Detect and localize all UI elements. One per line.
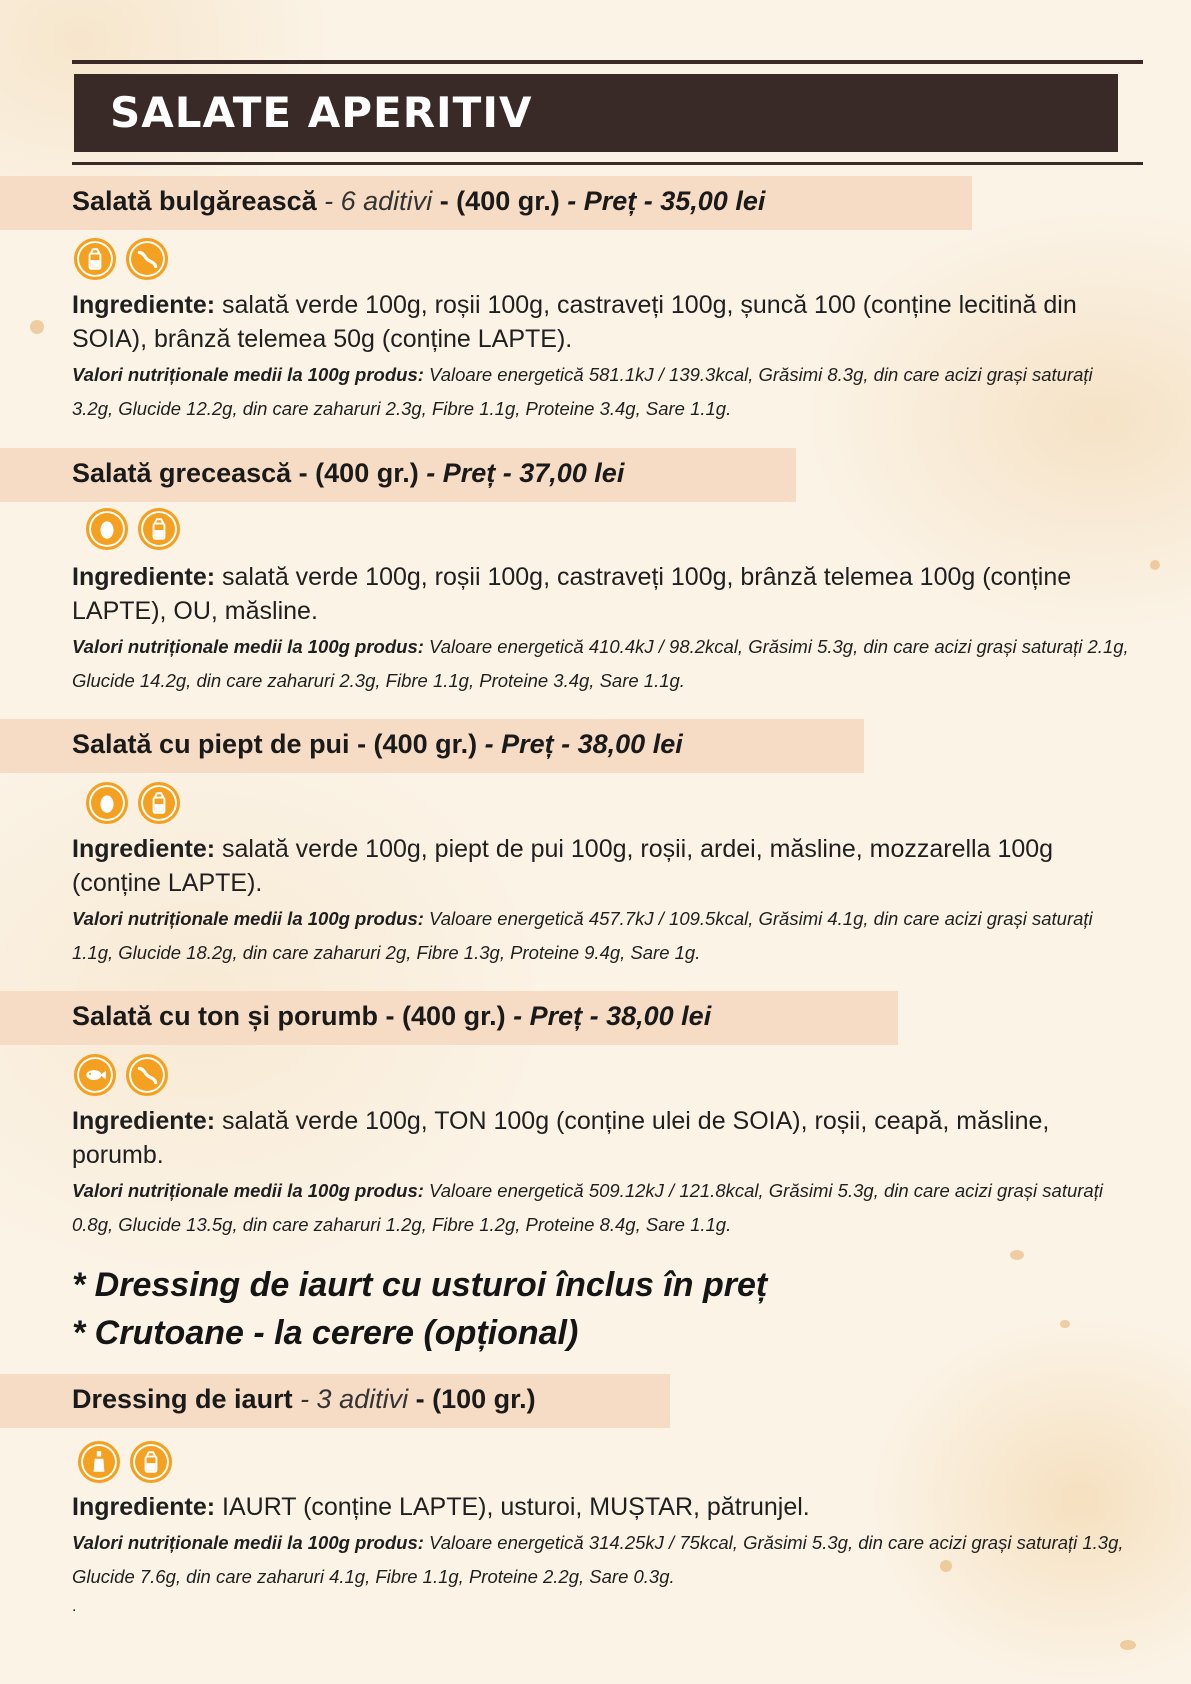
allergen-icons [86,508,180,552]
nutrition-text: Valoare energetică 410.4kJ / 98.2kcal, Grăsimi 5.3g, din care acizi grași saturați 2.1g, Glucide 14.2g, din care zaharuri 2.3g, Fibre 1.1g, Proteine 3.4g, Sare 1.1g. [72,636,1129,691]
background-speck [1010,1250,1024,1260]
item-nutrition [72,902,1132,970]
soy-icon [126,1054,168,1096]
nutrition-label: Valori nutriționale medii la 100g produs: [72,908,424,929]
item-title [72,184,765,218]
item-ingredients [72,1490,1132,1524]
header-rule-bottom [72,162,1143,165]
milk-icon [130,1441,172,1483]
background-speck [1060,1320,1070,1328]
nutrition-label: Valori nutriționale medii la 100g produs: [72,1532,424,1553]
item-nutrition [72,630,1132,698]
ingredients-label: Ingrediente: [72,1493,216,1521]
item-price: - Preț - 38,00 lei [477,729,683,759]
allergen-icons [86,782,180,826]
milk-icon [138,508,180,550]
egg-icon [86,782,128,824]
note-croutons-optional: * Crutoane - la cerere (opțional) [72,1314,579,1352]
ingredients-text: salată verde 100g, TON 100g (conține ulei de SOIA), roșii, ceapă, măsline, porumb. [72,1107,1050,1169]
allergen-icons [74,1054,168,1098]
header-rule-top [72,60,1143,64]
item-title [72,727,683,761]
soy-icon [126,238,168,280]
ingredients-label: Ingrediente: [72,563,216,591]
nutrition-label: Valori nutriționale medii la 100g produs: [72,1180,424,1201]
item-price: - Preț - 38,00 lei [505,1001,712,1031]
background-speck [1120,1640,1136,1650]
nutrition-text: Valoare energetică 581.1kJ / 139.3kcal, Grăsimi 8.3g, din care acizi grași saturați 3.2g, Glucide 12.2g, din care zaharuri 2.3g, Fibre 1.1g, Proteine 3.4g, Sare 1.1g. [72,364,1093,419]
item-weight: - (400 gr.) [378,1001,506,1031]
item-nutrition [72,358,1132,426]
background-speck [30,320,44,334]
nutrition-text: Valoare energetică 457.7kJ / 109.5kcal, Grăsimi 4.1g, din care acizi grași saturați 1.1g, Glucide 18.2g, din care zaharuri 2g, Fibre 1.3g, Proteine 9.4g, Sare 1g. [72,908,1093,963]
item-price: - Preț - 37,00 lei [418,458,625,488]
item-nutrition [72,1526,1132,1594]
page-title: SALATE APERITIV [110,88,533,137]
item-title [72,456,624,490]
footer-mark: . [72,1598,77,1615]
background-speck [1150,560,1160,570]
item-price: - Preț - 35,00 lei [559,186,766,216]
item-name: Salată cu ton și porumb [72,1001,379,1031]
ingredients-label: Ingrediente: [72,835,216,863]
allergen-icons [78,1441,172,1485]
ingredients-label: Ingrediente: [72,291,216,319]
nutrition-text: Valoare energetică 509.12kJ / 121.8kcal, Grăsimi 5.3g, din care acizi grași saturați 0.8g, Glucide 13.5g, din care zaharuri 1.2g, Fibre 1.2g, Proteine 8.4g, Sare 1.1g. [72,1180,1103,1235]
milk-icon [138,782,180,824]
nutrition-text: Valoare energetică 314.25kJ / 75kcal, Grăsimi 5.3g, din care acizi grași saturați 1.3g, Glucide 7.6g, din care zaharuri 4.1g, Fibre 1.1g, Proteine 2.2g, Sare 0.3g. [72,1532,1124,1587]
nutrition-label: Valori nutriționale medii la 100g produs: [72,636,424,657]
ingredients-label: Ingrediente: [72,1107,216,1135]
item-additives: - 3 aditivi [292,1384,409,1414]
allergen-icons [74,238,168,282]
section-header [74,74,1118,152]
item-ingredients [72,1104,1132,1172]
ingredients-text: salată verde 100g, roșii 100g, castraveți 100g, șuncă 100 (conține lecitină din SOIA), brânză telemea 50g (conține LAPTE). [72,291,1077,353]
item-title [72,1382,536,1416]
fish-icon [74,1054,116,1096]
item-weight: - (400 gr.) [432,186,560,216]
item-ingredients [72,560,1132,628]
item-name: Salată grecească [72,458,292,488]
item-name: Salată bulgărească [72,186,317,216]
item-nutrition [72,1174,1132,1242]
item-weight: - (400 gr.) [291,458,419,488]
egg-icon [86,508,128,550]
item-weight: - (100 gr.) [408,1384,536,1414]
nutrition-label: Valori nutriționale medii la 100g produs: [72,364,424,385]
item-name: Dressing de iaurt [72,1384,293,1414]
item-additives: - 6 aditivi [316,186,433,216]
milk-icon [74,238,116,280]
item-ingredients [72,832,1132,900]
note-dressing-included: * Dressing de iaurt cu usturoi înclus în preț [72,1266,768,1304]
item-ingredients [72,288,1132,356]
item-title [72,999,711,1033]
mustard-icon [78,1441,120,1483]
item-name: Salată cu piept de pui [72,729,350,759]
ingredients-text: salată verde 100g, piept de pui 100g, roșii, ardei, măsline, mozzarella 100g (conține LAPTE). [72,835,1054,897]
ingredients-text: IAURT (conține LAPTE), usturoi, MUȘTAR, pătrunjel. [215,1493,810,1521]
ingredients-text: salată verde 100g, roșii 100g, castraveți 100g, brânză telemea 100g (conține LAPTE), OU, măsline. [72,563,1072,625]
item-weight: - (400 gr.) [349,729,478,759]
